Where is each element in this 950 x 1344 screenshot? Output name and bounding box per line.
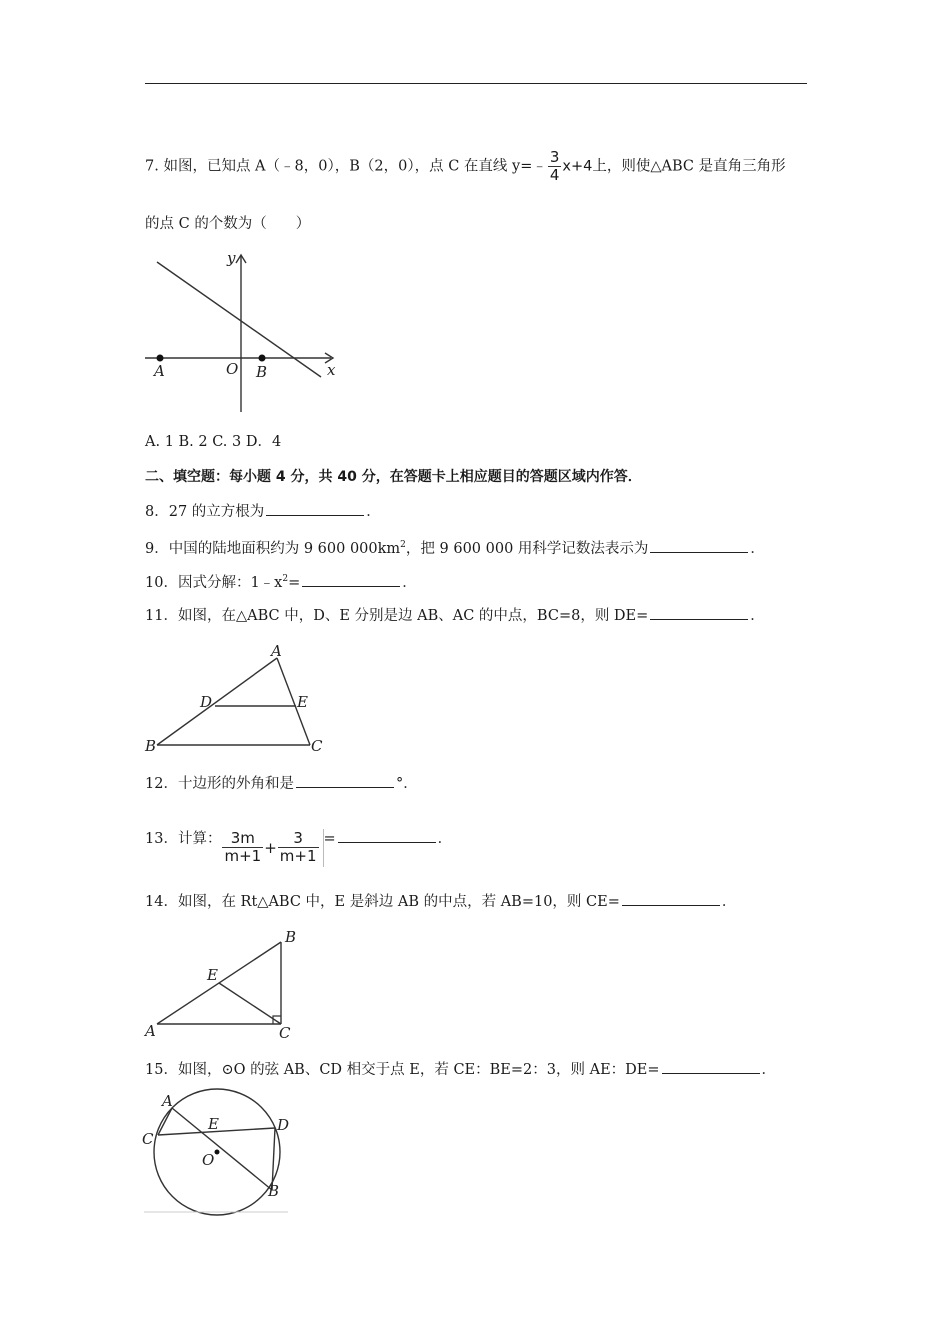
q15 [145,1059,776,1080]
q8-answer-blank[interactable] [266,501,364,516]
q11-label-e: E [297,693,308,711]
q15-segment-ac [158,1108,172,1135]
q7-fraction [548,149,562,184]
q9 [145,535,765,559]
q15-label-d: D [277,1116,290,1134]
q7-stem-line2: 的点 C 的个数为（ ） [145,216,311,232]
q11-text: 11．如图，在△ABC 中，D、E 分别是边 AB、AC 的中点，BC=8，则 DE= [145,608,649,624]
section-2-title: 二、填空题：每小题 4 分，共 40 分，在答题卡上相应题目的答题区域内作答． [145,469,642,485]
q9-answer-blank[interactable] [650,538,748,553]
q7-label-x: x [327,361,336,379]
q14-label-a: A [145,1022,156,1040]
q15-end: ． [761,1062,777,1078]
q13-plus: + [264,838,277,857]
q11-figure [145,642,325,755]
q11-label-a: A [271,642,282,660]
q7-line-graph [157,262,321,377]
q14 [145,891,736,912]
q12-answer-blank[interactable] [296,773,394,788]
q10-end: ． [402,575,417,591]
q7-label-b: B [256,363,268,381]
q8-text: 8．27 的立方根为 [145,504,265,520]
q15-chord-ab [172,1108,272,1190]
q11-label-b: B [145,737,157,755]
q10-text-b: = [288,575,301,591]
q11-end: ． [750,608,765,624]
q13-f1-den: m+1 [224,847,262,865]
q11-label-d: D [200,693,213,711]
q7-figure [145,250,340,415]
q7-stem [145,149,786,184]
q11-side-ba [157,658,277,745]
q7-frac-tail: x+4 [562,158,593,175]
q9-sup: 2 [400,540,406,550]
q11-answer-blank[interactable] [650,605,748,620]
q13-eq: = [323,831,336,847]
q15-answer-blank[interactable] [662,1059,760,1074]
q13-answer-blank[interactable] [338,828,436,843]
q13-expression [221,829,323,867]
q15-label-b: B [268,1182,280,1200]
q15-label-c: C [142,1130,154,1148]
q7-prefix: 7. 如图，已知点 A（﹣8，0），B（2，0），点 C 在直线 y=﹣ [145,158,547,175]
q7-label-a: A [154,362,165,380]
q8 [145,501,381,522]
q15-figure [140,1088,300,1216]
q14-segment-ce [219,983,281,1024]
q15-label-e: E [208,1115,219,1133]
q15-label-o: O [202,1151,215,1169]
q10-sup: 2 [282,574,289,584]
q13 [145,820,452,867]
q14-label-c: C [279,1024,291,1042]
q10-answer-blank[interactable] [302,572,400,587]
q7-label-y: y [227,249,236,267]
q14-answer-blank[interactable] [622,891,720,906]
q7-frac-den: 4 [549,166,560,184]
q13-fraction-2 [278,830,319,865]
q14-label-e: E [207,966,218,984]
q12 [145,773,418,794]
q11-label-c: C [311,737,323,755]
q7-frac-num: 3 [549,148,560,166]
q15-text: 15．如图，⊙O 的弦 AB、CD 相交于点 E，若 CE：BE=2：3，则 AE：DE= [145,1062,660,1078]
q13-f2-den: m+1 [279,847,317,865]
q14-label-b: B [285,928,297,946]
header-rule [145,83,807,84]
q9-text-b: ，把 9 600 000 用科学记数法表示为 [405,541,649,557]
q10-text-a: 10．因式分解：1﹣x [145,575,283,591]
q14-end: ． [721,894,737,910]
q10 [145,569,417,593]
q15-label-a: A [162,1092,173,1110]
q7-label-o: O [226,360,239,378]
q12-text: 12．十边形的外角和是 [145,776,294,792]
q12-end: °． [395,776,418,792]
q7-point-a [157,355,164,362]
q8-end: ． [366,504,381,520]
q7-options: A. 1 B. 2 C. 3 D．4 [145,434,282,450]
q13-f1-num: 3m [222,830,263,848]
q14-figure [145,928,305,1040]
q11 [145,605,765,626]
q13-f2-num: 3 [278,830,319,848]
q13-text: 13．计算： [145,831,222,847]
q14-text: 14．如图，在 Rt△ABC 中，E 是斜边 AB 的中点，若 AB=10，则 CE= [145,894,620,910]
q13-end: ． [437,831,453,847]
q7-point-b [259,355,266,362]
q15-center-point [215,1150,220,1155]
q13-fraction-1 [222,830,263,865]
q9-text-a: 9．中国的陆地面积约为 9 600 000km [145,541,401,557]
q9-end: ． [750,541,765,557]
q7-suffix: 上，则使△ABC 是直角三角形 [592,158,786,175]
